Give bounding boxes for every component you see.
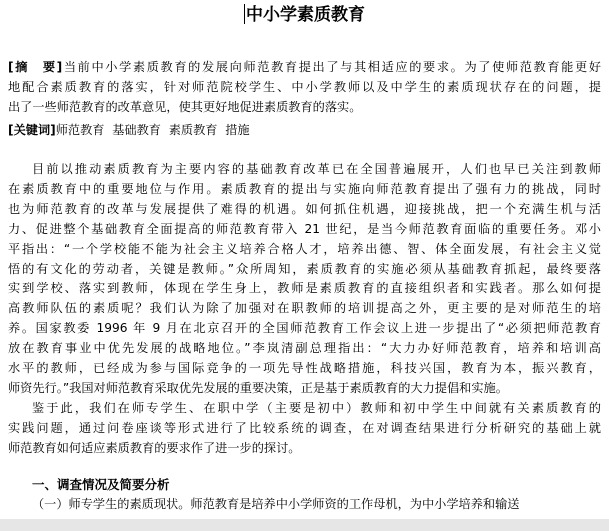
abstract-line-3: 出了一些师范教育的改革意见，使其更好地促进素质教育的落实。 [8, 99, 362, 114]
keywords-label: [关键词] [8, 123, 56, 137]
para2-line-3: 师范教育如何适应素质教育的要求作了进一步的探讨。 [8, 440, 301, 455]
document-title: 中小学素质教育 [246, 5, 365, 25]
para1-line-5: 平指出：“一个学校能不能为社会主义培养合格人才，培养出德、智、体全面发展，有社会主义觉 [8, 241, 601, 256]
section-heading-1: 一、调查情况及简要分析 [32, 477, 170, 492]
main-text [8, 160, 601, 459]
para1-line-2: 在素质教育中的重要地位与作用。素质教育的提出与实施向师范教育提出了强有力的挑战，同时 [8, 181, 601, 196]
text-cursor [244, 4, 245, 24]
keywords-text: 师范教育 基础教育 素质教育 措施 [55, 123, 250, 137]
abstract-line-1 [8, 58, 601, 78]
keywords-line [8, 121, 601, 141]
abstract-block [8, 58, 601, 118]
document-title-block [0, 4, 609, 26]
abstract-text-1: 当前中小学素质教育的发展向师范教育提出了与其相适应的要求。为了使师范教育能更好 [62, 60, 601, 74]
para1-line-11: 水平的教师，已经成为参与国际竞争的一项先导性战略措施，科技兴国，教育为本，振兴教育， [8, 361, 601, 376]
para1-line-9: 养。国家教委 1996 年 9 月在北京召开的全国师范教育工作会议上进一步提出了“必须把师范教育 [8, 321, 601, 336]
para1-line-12: 师资先行。”我国对师范教育采取优先发展的重要决策，正是基于素质教育的大力提倡和实施。 [8, 380, 508, 395]
abstract-line-2: 地配合素质教育的落实，针对师范院校学生、中小学教师以及中学生的素质现状存在的问题，提 [8, 79, 601, 94]
subsection-line-1: （一）师专学生的素质现状。师范教育是培养中小学师资的工作母机，为中小学培养和输送 [32, 497, 520, 511]
para1-line-6: 悟的有文化的劳动者，关键是教师。”众所周知，素质教育的实施必须从基础教育抓起，最终要落 [8, 261, 601, 276]
abstract-label: [摘 要] [8, 60, 63, 74]
keywords-block [8, 121, 601, 141]
para1-line-7: 实到学校、落实到教师，体现在学生身上，教师是素质教育的直接组织者和实践者。那么如何提 [8, 281, 601, 296]
para1-line-3: 也为师范教育的改革与发展提供了难得的机遇。如何抓住机遇，迎接挑战，把一个充满生机与活 [8, 201, 601, 216]
para1-line-4: 力、促进整个基础教育全面提高的师范教育带入 21 世纪，是当今师范教育面临的重要任务。邓小 [8, 221, 601, 236]
para1-line-10: 放在教育事业中优先发展的战略地位。”李岚清副总理指出：“大力办好师范教育，培养和培训高 [8, 341, 601, 356]
para1-line-1: 目前以推动素质教育为主要内容的基础教育改革已在全国普遍展开，人们也早已关注到教师 [32, 162, 601, 176]
para1-line-8: 高教师队伍的素质呢？我们认为除了加强对在职教师的培训提高之外，更主要的是对师范生的培 [8, 301, 601, 316]
window-bottom-edge [0, 519, 609, 531]
para2-line-2: 实践问题，通过问卷座谈等形式进行了比较系统的调查，在对调查结果进行分析研究的基础上就 [8, 420, 601, 435]
para2-line-1: 鉴于此，我们在师专学生、在职中学（主要是初中）教师和初中学生中间就有关素质教育的 [32, 400, 601, 415]
